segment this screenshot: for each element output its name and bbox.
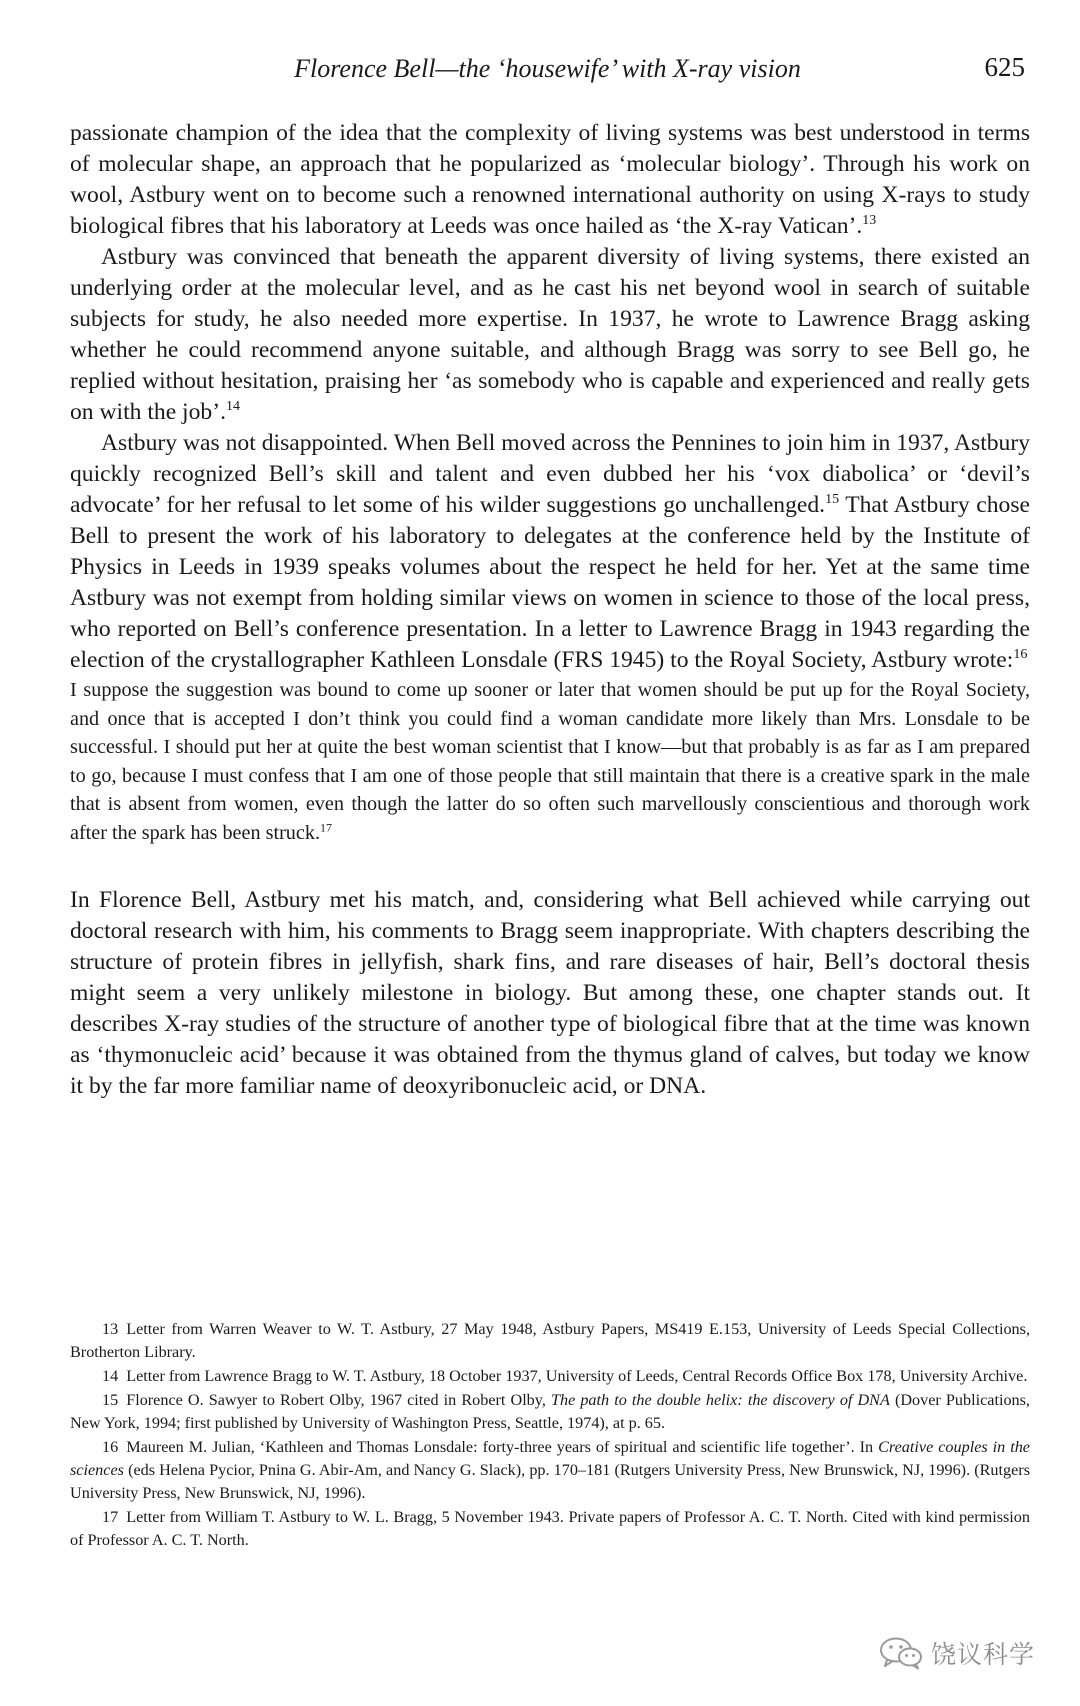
footnote-text: Maureen M. Julian, ‘Kathleen and Thomas Lonsdale: forty-three years of spiritual and scientific life together’. In [126, 1438, 879, 1456]
footnote-ref-14[interactable]: 14 [225, 399, 240, 415]
footnote-ref-13[interactable]: 13 [862, 213, 877, 229]
paragraph-2 [70, 242, 1030, 428]
footnote-number: 14 [102, 1367, 119, 1385]
footnotes [70, 1318, 1030, 1553]
article-body [70, 118, 1030, 1102]
footnote-text: (Dover Publications, New York, 1994; first published by University of Washington Press, Seattle, 1974), at p. 65. [70, 1391, 1030, 1432]
footnote-16 [70, 1436, 1030, 1505]
paragraph-3 [70, 428, 1030, 676]
watermark [879, 1635, 1035, 1671]
footnote-number: 15 [102, 1391, 119, 1409]
footnote-text: Letter from Lawrence Bragg to W. T. Astbury, 18 October 1937, University of Leeds, Central Records Office Box 178, University Archive. [126, 1367, 1028, 1385]
footnote-ref-15[interactable]: 15 [825, 492, 840, 508]
block-quote [70, 676, 1030, 847]
paragraph-text: That Astbury chose Bell to present the work of his laboratory to delegates at the conference held by the Institute of Physics in Leeds in 1939 speaks volumes about the respect he held for her. Yet at the same time Astbury was not exempt from holding similar views on women in science to those of the local press, who reported on Bell’s conference presentation. In a letter to Lawrence Bragg in 1943 regarding the election of the crystallographer Kathleen Lonsdale (FRS 1945) to the Royal Society, Astbury wrote: [70, 492, 1030, 673]
quote-text: I suppose the suggestion was bound to come up sooner or later that women should be put up for the Royal Society, and once that is accepted I don’t think you could find a woman candidate more likely than Mrs. Lonsdale to be successful. I should put her at quite the best woman scientist that I know—but that probably is as far as I am prepared to go, because I must confess that I am one of those people that still maintain that there is a creative spark in the male that is absent from women, even though the latter do so often such marvellously conscientious and thorough work after the spark has been struck. [70, 679, 1030, 844]
footnote-13 [70, 1318, 1030, 1364]
footnote-book-title: Creative couples in the sciences [70, 1438, 1030, 1479]
watermark-text: 饶议科学 [930, 1640, 1035, 1669]
footnote-number: 17 [102, 1508, 119, 1526]
paragraph-text: In Florence Bell, Astbury met his match, and, considering what Bell achieved while carrying out doctoral research with him, his comments to Bragg seem inappropriate. With chapters describing the structure of protein fibres in jellyfish, shark fins, and rare diseases of hair, Bell’s doctoral thesis might seem a very unlikely milestone in biology. But among these, one chapter stands out. It describes X-ray studies of the structure of another type of biological fibre that at the time was known as ‘thymonucleic acid’ because it was obtained from the thymus gland of calves, but today we know it by the far more familiar name of deoxyribonucleic acid, or DNA. [70, 887, 1030, 1099]
footnote-number: 13 [102, 1320, 119, 1338]
footnote-text: Letter from William T. Astbury to W. L. Bragg, 5 November 1943. Private papers of Professor A. C. T. North. Cited with kind permission of Professor A. C. T. North. [70, 1508, 1030, 1549]
footnote-text: Letter from Warren Weaver to W. T. Astbury, 27 May 1948, Astbury Papers, MS419 E.153, University of Leeds Special Collections, Brotherton Library. [70, 1320, 1030, 1361]
footnote-ref-17[interactable]: 17 [320, 819, 332, 834]
running-title: Florence Bell—the ‘housewife’ with X-ray vision [294, 54, 801, 83]
footnote-book-title: The path to the double helix: the discovery of DNA [550, 1391, 890, 1409]
footnote-text: (eds Helena Pycior, Pnina G. Abir-Am, and Nancy G. Slack), pp. 170–181 (Rutgers University Press, New Brunswick, NJ, 1996). (Rutgers University Press, New Brunswick, NJ, 1996). [70, 1461, 1030, 1502]
footnote-15 [70, 1389, 1030, 1435]
paragraph-text: passionate champion of the idea that the complexity of living systems was best understood in terms of molecular shape, an approach that he popularized as ‘molecular biology’. Through his work on wool, Astbury went on to become such a renowned international authority on using X-rays to study biological fibres that his laboratory at Leeds was once hailed as ‘the X-ray Vatican’. [70, 120, 1030, 239]
wechat-icon [879, 1636, 923, 1670]
paragraph-1 [70, 118, 1030, 242]
paragraph-text: Astbury was not disappointed. When Bell moved across the Pennines to join him in 1937, Astbury quickly recognized Bell’s skill and talent and even dubbed her his ‘vox diabolica’ or ‘devil’s advocate’ for her refusal to let some of his wilder suggestions go unchallenged. [70, 430, 1030, 518]
running-head [70, 52, 1025, 88]
paragraph-4 [70, 885, 1030, 1102]
footnote-ref-16[interactable]: 16 [1013, 647, 1028, 663]
page-number: 625 [984, 52, 1025, 82]
paragraph-text: Astbury was convinced that beneath the apparent diversity of living systems, there existed an underlying order at the molecular level, and as he cast his net beyond wool in search of suitable subjects for study, he also needed more expertise. In 1937, he wrote to Lawrence Bragg asking whether he could recommend anyone suitable, and although Bragg was sorry to see Bell go, he replied without hesitation, praising her ‘as somebody who is capable and experienced and really gets on with the job’. [70, 244, 1030, 425]
footnote-number: 16 [102, 1438, 119, 1456]
footnote-14 [70, 1365, 1030, 1388]
footnote-text: Florence O. Sawyer to Robert Olby, 1967 cited in Robert Olby, [126, 1391, 551, 1409]
footnote-17 [70, 1506, 1030, 1552]
